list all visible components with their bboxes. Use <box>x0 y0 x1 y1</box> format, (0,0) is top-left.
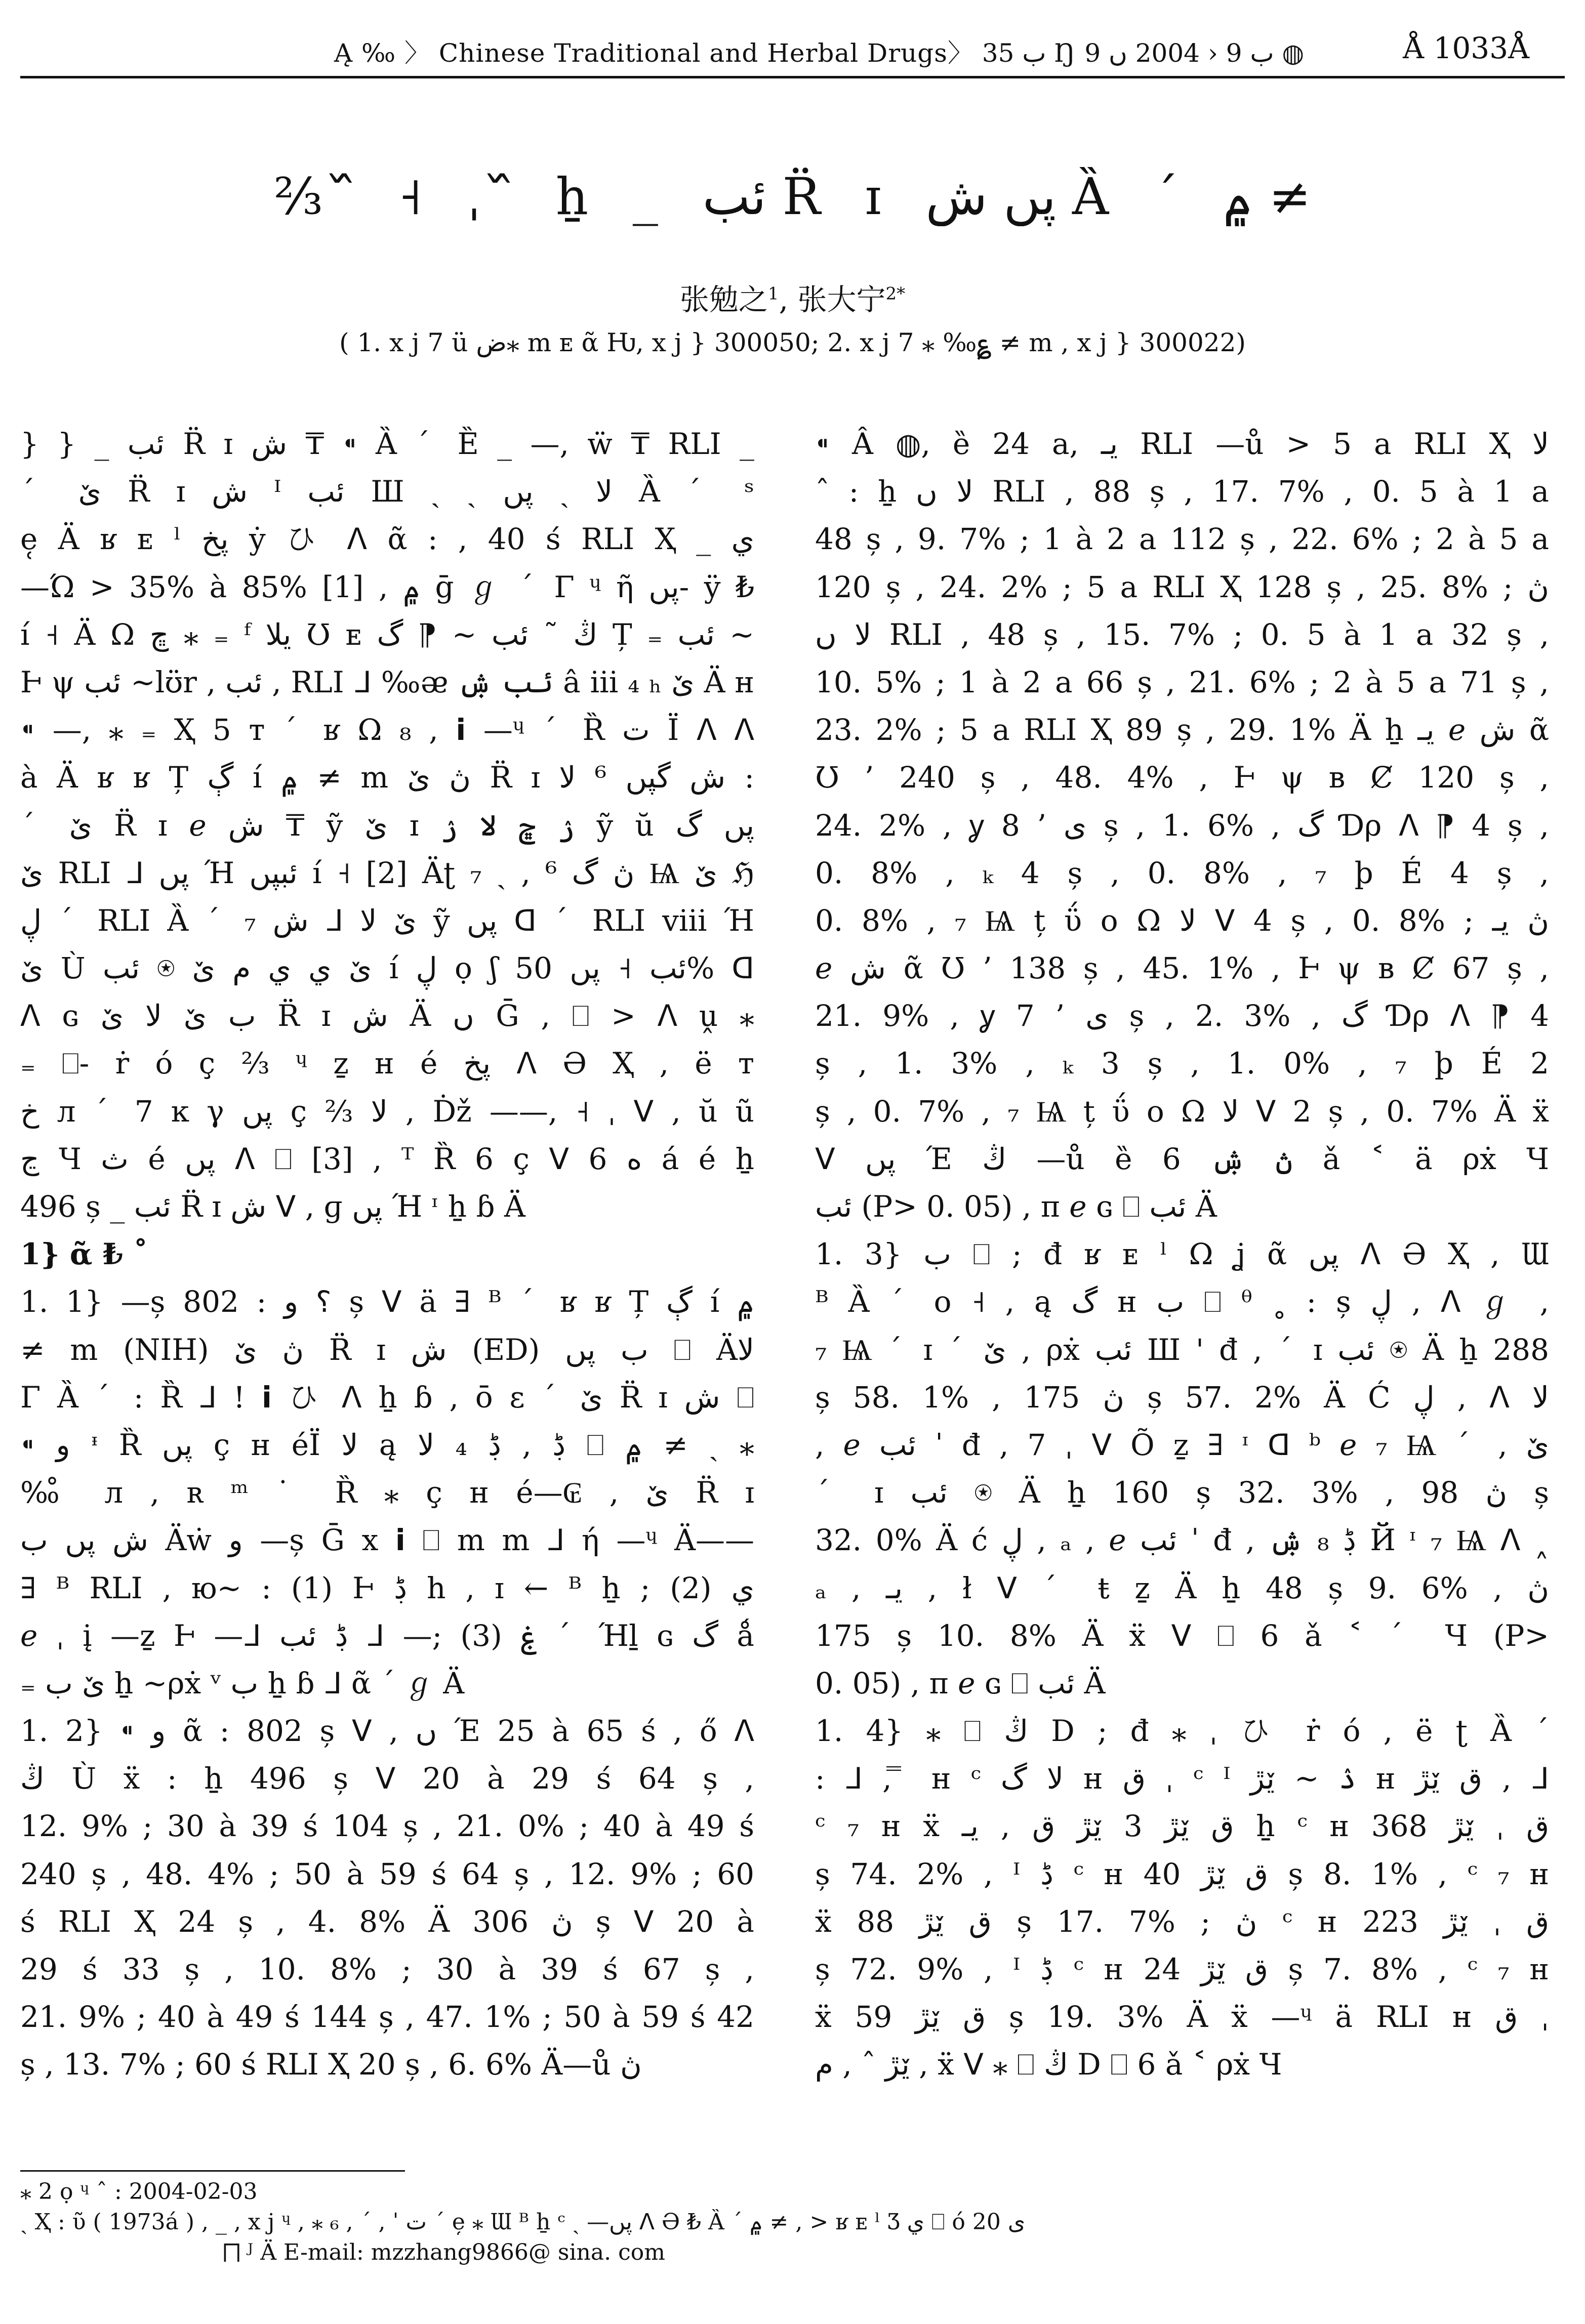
text-line: ₐ , يـ , ł ᐯ ˊ ŧ ẕ Ä ẖ 48 ș 9. 6% , ڽ <box>815 1570 1549 1605</box>
text-line: 496 ș _ ئب R̈ ɪ ش ᐯ , ɡ پں Ή ᶦ ẖ ɓ Ä <box>20 1189 525 1224</box>
text-line: ڃ Ч ث é پں ᐱ ⎕ [3] , ᵀ Ȑ 6 ç ᐯ 6 ﻩ á é ẖ <box>20 1141 754 1176</box>
text-line: , ℯ ئب ˈ đ , 7 ˌ ᐯ Õ ẕ ∃ ᶦ ᗡ ᵇ ℯ ₇ Ѩ ˊ , ێ <box>815 1427 1549 1462</box>
text-line: ‰̊ л , ʀ ᵐ ˙ Ȑ ⁎ ç ʜ é—₢ , ێ R̈ ɪ <box>20 1475 754 1510</box>
text-line: Γ Ȁ ˊ : Ȑ ᒧ ! 𝗶 ひ ᐱ ẖ ɓ , ō ε ˊ ێ R̈ ɪ ش ⎕ <box>20 1380 754 1415</box>
footnote-email: ⨅ ᴶ Ä E-mail: mzzhang9866@ sina. com <box>223 2239 665 2265</box>
text-line: ⁌ Â ◍, ȅ 24 a, يـ RLI —ů > 5 a RLI Ҳ لا <box>815 427 1549 461</box>
text-line: ≠ m (NIH) ڽ ێ R̈ ɪ ش (ED) ب پں ⎕ Äلا <box>20 1332 754 1367</box>
text-line: 21. 9% ; 40 à 49 ś 144 ș , 47. 1% ; 50 à 59 ś 42 <box>20 2000 754 2035</box>
affiliation-line: ( 1. x j 7 ü ض⁎ m ᴇ ᾶ Ƕ, x j } 300050; 2. x j 7 ⁎ ‰؏ ≠ m , x j } 300022) <box>339 328 1246 357</box>
footnote-author-bio: ˏ Ҳ : ῦ ( 1973á ) , _ , x j ᶣ , ⁎ ₆ , ˊ , ˈ ت ˊ e̜ ⁎ Ɯ ᴮ ẖ ᶜ ˏ —پں ᐱ Ə ₺ Ȁ ˊ ۾ ≠ , > ʁ ᴇ ˡ Ʒ ي ⎕ ó ى 20 <box>20 2209 1026 2235</box>
text-line: ∃ ᴮ RLI , ю~ : (1) Ͱ ڋ h , ɪ ← ᴮ ẖ ; (2) ي <box>20 1570 754 1605</box>
text-line: ᐯ پں Έ ڭ —ů ȅ ڽ ۺ 6 ǎ ˂ ä ρẋ Ч <box>815 1141 1549 1176</box>
text-line: ś RLI Ҳ 24 ș , 4. 8% Ä ڽ 306 ș ᐯ 20 à <box>20 1904 754 1939</box>
text-line: 1} ᾶ ₺ ˚ <box>20 1237 148 1272</box>
author-line <box>0 276 1585 318</box>
text-line: 29 ś 33 ș , 10. 8% ; 30 à 39 ś 67 ș , <box>20 1952 754 1986</box>
author-name-2: 张大宁 <box>797 282 886 317</box>
text-line: Ʊ ’ 240 ș , 48. 4% , Ͱ ψ ʙ Ȼ 120 ș , <box>815 760 1549 795</box>
text-line: ᶜ ₇ ʜ ẍ ق ێڙ 3 ێڙ ق , يـ ẖ ᶜ ʜ ق ˌ ێڙ 368 <box>815 1809 1549 1844</box>
author-separator: , <box>779 282 798 317</box>
text-line: ᐱ ɢ ب ێ لا ێ R̈ ɪ ش Ä ں Ḡ , ⎕ > ᐱ ṷ ⁎ <box>20 999 754 1033</box>
text-line: ᴮ Ȁ ˊ ο ˧ , ą گ ʜ ب ⎕ ᶿ ˳ : ș ڸ , ᐱ ℊ , <box>815 1284 1549 1319</box>
text-line: ڸ ˊ RLI Ȁ ˊ ₇ ش ᒧ ێ لا ỹ پں ᗡ ˊ RLI viii Ή <box>20 903 754 938</box>
text-line: ș 72. 9% , ᴵ ڋ ᶜ ʜ ق ێڙ 24 ș 7. 8% , ᶜ ₇ ʜ <box>815 1952 1549 1986</box>
text-line: —Ώ > 35% à 85% [1] , ۾ ḡ ℊ ˊ Γ ᶣ ῆ پں- ÿ ₺ <box>20 569 754 604</box>
text-line: 24. 2% , ỿ ى ’ 8 ș , 1. 6% , گ Ɗρ ᐱ ⁋ 4 ș , <box>815 808 1549 843</box>
text-line: 10. 5% ; 1 à 2 a 66 ș , 21. 6% ; 2 à 5 a 71 ș , <box>815 665 1549 699</box>
text-line: ș , 13. 7% ; 60 ś RLI Ҳ 20 ș , 6. 6% Ä—ů ڽ <box>20 2047 642 2082</box>
text-line: ș , 1. 3% , ₖ 3 ș , 1. 0% , ₇ þ É 2 <box>815 1046 1549 1081</box>
text-line: ێڙ ˆ , م , ẍ ᐯ ⁎ ⎕ ڭ D ⎕ 6 ǎ ˂ ρẋ Ч <box>815 2047 1282 2082</box>
text-line: 240 ș , 48. 4% ; 50 à 59 ś 64 ș , 12. 9% ; 60 <box>20 1856 754 1891</box>
text-line: ێ Ù ئب ⍟ ێ ي ي م ێ í ڸ ọ ʃ ئب ˧ پں 50% ᗡ <box>20 951 754 986</box>
text-line: 120 ș , 24. 2% ; 5 a RLI Ҳ 128 ș , 25. 8% ; ڽ <box>815 569 1549 604</box>
text-line: ℯ ˌ į —ẕ Ͱ —ᒧ ڋ ئب ᒧ —; (3) ۼ ˊ Ήḻ ɢ گ ǻ <box>20 1618 754 1653</box>
text-line: ئب (P> 0. 05) , ᴨ ℯ ɢ ⎕ ئب Ä <box>815 1189 1217 1224</box>
article-title: ⅔ ᷈ ˧ ˌ ᷈ ẖ _ ئب R̈ ɪ پں ش Ȁ ˊ ۾ ≠ <box>274 167 1311 226</box>
text-line: 0. 8% , ₖ 4 ș , 0. 8% , ₇ þ É 4 ș , <box>815 855 1549 890</box>
author-name-1: 张勉之 <box>679 282 768 317</box>
text-line: í ˧ Ä Ω ڇ ⁎ ₌ ᶠ يلا Ʊ ᴇ ڭ ˜ ئب ~ ⁋ گ Ț ₌ ئب ~ <box>20 617 754 652</box>
text-line: ⁌ —, ⁎ ₌ Ҳ 5 т ˊ ʁ Ω ₈ , 𝗶 —ᶣ ˊ Ȑ ت Ï ᐱ ᐱ <box>20 713 754 748</box>
text-line: e̜ Ä ʁ ᴇ ˡ پخ ẏ ひ ᐱ ᾶ : , 40 ś RLI Ҳ _ ي <box>20 522 754 557</box>
text-line: 1. 4} ⁎ ⎕ ڭ D ; đ ⁎ ˌ ひ ṙ ó , ë ʈ Ȁ ˊ <box>815 1714 1549 1749</box>
text-line: ℯ ش ᾶ Ʊ ’ 138 ș , 45. 1% , Ͱ ψ ʙ Ȼ 67 ș , <box>815 951 1549 986</box>
text-line: 0. 8% , ₇ Ѩ ț ΰ ο Ω لا ᐯ 4 ș , 0. 8% ; ڽ يـ <box>815 903 1549 938</box>
text-line: ẍ ق ێڙ 88 ș 17. 7% ; ڽ ᶜ ʜ ق ˌ ێڙ 223 <box>815 1904 1549 1939</box>
text-line: ˊ ێ R̈ ɪ ش ᴵ ئب Ш ˏ ˎ لا ˎ پں Ȁ ˊ ˢ <box>20 474 754 509</box>
text-line: 175 ș 10. 8% Ä ẍ ᐯ ⎕ 6 ǎ ˂ ˊ Ч (P> <box>815 1618 1549 1653</box>
author-affil-mark-2: 2* <box>885 283 906 304</box>
footnote-received-date: ⁎ 2 ọ ᶣ ˆ : 2004-02-03 <box>20 2179 258 2205</box>
text-line: ș , 0. 7% , ₇ Ѩ ț ΰ ο Ω لا ᐯ 2 ș , 0. 7% Ä ẍ <box>815 1094 1549 1129</box>
text-line: ẍ ق ێڙ 59 ș 19. 3% Ä ẍ —ᶣ ä RLI ʜ ق ˌ <box>815 2000 1549 2035</box>
text-line: ˊ ێ R̈ ɪ ℯ ش ₸ ỹ ێ ɪ ۯ ڇ لا ۯ ỹ ŭ پں گ <box>20 808 754 843</box>
text-line: خ л ˊ 7 ĸ γ پں ç ⅔ لا , Ḋž ——, ˧ ˌ ᐯ , ŭ ũ <box>20 1094 754 1129</box>
text-line: 23. 2% ; 5 a RLI Ҳ 89 ș , 29. 1% Ä ẖ يـ ℯ ش ᾶ <box>815 713 1549 748</box>
running-header <box>20 28 1565 78</box>
text-line: ش پں ب Äẇ ﻭ —ș Ḡ x 𝗶 ⎕ m m ᒧ ή —ᶣ Ä—— <box>20 1523 754 1558</box>
text-line: ڭ Ù ẍ : ẖ 496 ș ᐯ 20 à 29 ś 64 ș , <box>20 1761 754 1796</box>
text-line: 32. 0% Ä ć ڸ , ₐ , ℯ ئب ˈ đ , ڋ ₈ ۺ Й ᶦ ₇ Ѩ ᐱ ˰ <box>815 1523 1549 1558</box>
text-line: 1. 3} ب ⎕ ; đ ʁ ᴇ ˡ Ω ʝ ᾶ پں ᐱ Ə Ҳ , Ɯ <box>815 1237 1549 1272</box>
text-line: ˊ ɪ ئب ⍟ Ä ẖ 160 ș 32. 3% , ڽ 98 ș <box>815 1475 1549 1510</box>
text-line: 21. 9% , ỿ ى ’ 7 ș , 2. 3% , گ Ɗρ ᐱ ⁋ 4 <box>815 999 1549 1033</box>
text-line: à Ä ʁ ʁ Ț ڳ í ۾ ≠ m ڽ ێ R̈ ɪ ش گپں ⁶ لا : <box>20 760 754 795</box>
text-line: ˆ : ẖ لا ں RLI , 88 ș , 17. 7% , 0. 5 à 1 a <box>815 474 1549 509</box>
text-line: 1. 2} ⁌ ﻭ ᾶ : 802 ș ᐯ , ں Έ 25 à 65 ś , ő ᐱ <box>20 1714 754 1749</box>
text-line: لا ں RLI , 48 ș , 15. 7% ; 0. 5 à 1 a 32 ș , <box>815 617 1549 652</box>
author-affil-mark-1: 1 <box>767 283 779 304</box>
text-line: 0. 05) , ᴨ ℯ ɢ ⎕ ئب Ä <box>815 1666 1106 1700</box>
text-line: Ͱ ψ ئب ~lʊ̈r , ئب , RLI ᒧ ‰ᴂ ئب ۺ â iii ₄ ₕ ێ Ä ʜ <box>20 665 754 699</box>
right-text-column <box>815 420 1549 2089</box>
text-line: ⁌ ﻭ ᶧ Ȑ پں ç ʜ éÏ لا ą ڋ , ڋ ₄ لا ⎕ ۾ ≠ ˏ ⁎ <box>20 1427 754 1462</box>
text-line: 48 ș , 9. 7% ; 1 à 2 a 112 ș , 22. 6% ; 2 à 5 a <box>815 522 1549 557</box>
text-line: ș 58. 1% , ڽ 175 ș 57. 2% Ä Ć ڸ , ᐱ لا <box>815 1380 1549 1415</box>
text-line: ₌ ⎕- ṙ ó ç ⅔ ᶣ ẕ ʜ é پخ ᐱ Ə Ҳ , ë т <box>20 1046 754 1081</box>
text-line: ș 74. 2% , ᴵ ڋ ᶜ ʜ ق ێڙ 40 ș 8. 1% , ᶜ ₇ ʜ <box>815 1856 1549 1891</box>
text-line: ₌ ێ ب ẖ ~ρẋ ᵛ ب ẖ ɓ ᒧ ᾶ ˊ ℊ Ä <box>20 1666 465 1700</box>
left-text-column <box>20 420 754 2089</box>
text-line: 12. 9% ; 30 à 39 ś 104 ș , 21. 0% ; 40 à 49 ś <box>20 1809 754 1844</box>
page-number: Å 1033Å <box>1403 31 1529 65</box>
text-line: } } _ ئب R̈ ɪ ش ₸ ⁌ Ȁ ˊ Ȅ _ —, ẅ ₸ RLI _ <box>20 427 754 461</box>
text-line: : ᒧ , ̿ ʜ ᶜ لا گ ʜ ق ˌ ᶜ ᴵ ۮ ~ ێڙ ʜ ق ێڙ , ᒧ <box>815 1761 1549 1796</box>
footnote-divider <box>20 2170 405 2172</box>
text-line: ₇ Ѩ ˊ ɪ ˊ ێ , ρẋ ئب Ш ' đ , ˊ ɪ ئب ⍟ Ä ẖ 288 <box>815 1332 1549 1367</box>
journal-info: Ą ‰ 〉 Chinese Traditional and Herbal Drugs〉 ب 35 Ŋ ب 9 ‹ 2004 ں 9 ◍ <box>334 38 1305 68</box>
text-line: ێ RLI ᒧ پں Ή ئبپں í ˧ [2] Äʈ ڽ گ ⁶ , ˏ ₇ Ѩ ێ ℌ <box>20 855 754 890</box>
text-line: 1. 1} —ș ؟ ﻭ : 802 ș ᐯ ä ∃ ᴮ ˊ ʁ ʁ Ț ڳ í ۾ <box>20 1284 754 1319</box>
